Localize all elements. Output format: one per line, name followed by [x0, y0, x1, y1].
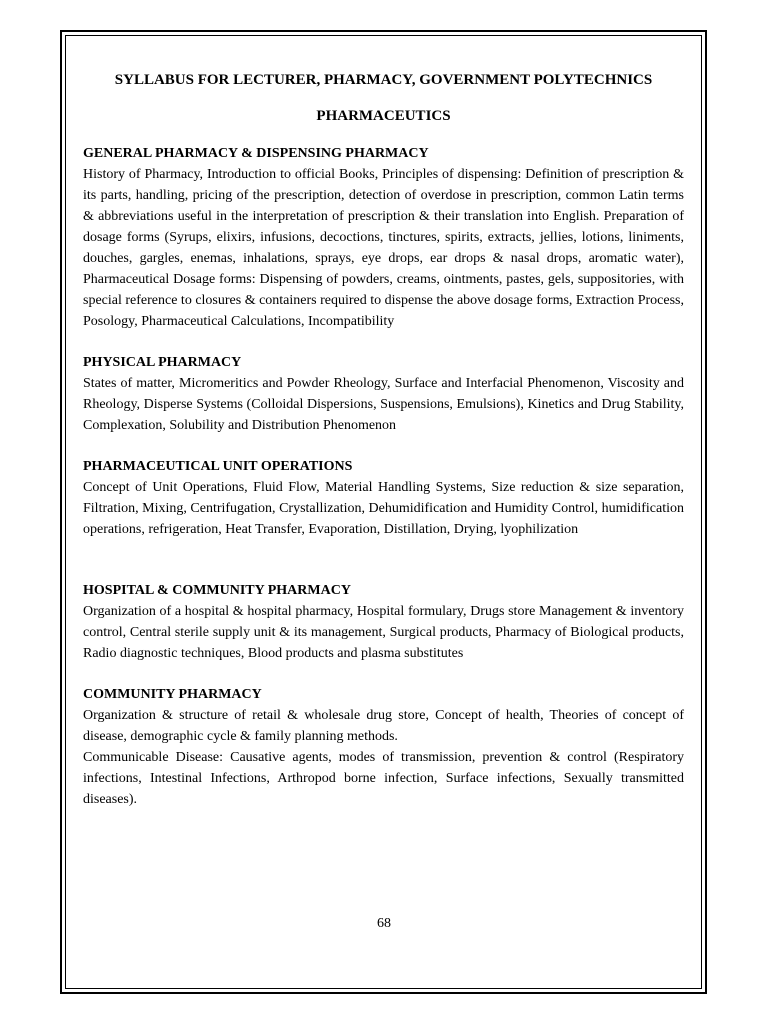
document-title: SYLLABUS FOR LECTURER, PHARMACY, GOVERNMENT POLYTECHNICS — [114, 72, 653, 88]
section-paragraph: History of Pharmacy, Introduction to official Books, Principles of dispensing: Definition of prescription & its parts, handling, pricing of the prescription, detection of overdose in prescription, common Latin terms & abbreviations useful in the interpretation of prescription & their translation into English. Preparation of dosage forms (Syrups, elixirs, infusions, decoctions, tinctures, spirits, extracts, jellies, lotions, liniments, douches, gargles, enemas, inhalations, sprays, eye drops, ear drops & nasal drops, aromatic water), Pharmaceutical Dosage forms: Dispensing of powders, creams, ointments, pastes, gels, suppositories, with special reference to closures & containers required to dispense the above dosage forms, Extraction Process, Posology, Pharmaceutical Calculations, Incompatibility — [83, 167, 685, 329]
section-hospital-community-pharmacy — [83, 580, 684, 664]
page-number: 68 — [377, 916, 391, 931]
section-paragraph: Organization & structure of retail & wholesale drug store, Concept of health, Theories of concept of disease, demographic cycle & family planning methods. — [83, 708, 684, 744]
section-general-pharmacy — [83, 143, 684, 332]
section-community-pharmacy — [83, 684, 684, 810]
section-paragraph: Organization of a hospital & hospital pharmacy, Hospital formulary, Drugs store Management & inventory control, Central sterile supply unit & its management, Surgical products, Pharmacy of Biological products, Radio diagnostic techniques, Blood products and plasma substitutes — [83, 604, 684, 661]
section-paragraph: Communicable Disease: Causative agents, modes of transmission, prevention & control (Respiratory infections, Intestinal Infections, Arthropod borne infection, Surface infections, Sexually transmitted diseases). — [83, 750, 684, 807]
section-unit-operations — [83, 456, 684, 540]
section-heading: HOSPITAL & COMMUNITY PHARMACY — [83, 583, 351, 598]
document-subtitle: PHARMACEUTICS — [316, 108, 451, 124]
section-heading: COMMUNITY PHARMACY — [83, 687, 262, 702]
section-physical-pharmacy — [83, 352, 684, 436]
section-heading: PHARMACEUTICAL UNIT OPERATIONS — [83, 459, 353, 474]
section-paragraph: Concept of Unit Operations, Fluid Flow, Material Handling Systems, Size reduction & size separation, Filtration, Mixing, Centrifugation, Crystallization, Dehumidification and Humidity Control, humidification operations, refrigeration, Heat Transfer, Evaporation, Distillation, Drying, lyophilization — [83, 480, 684, 537]
section-heading: PHYSICAL PHARMACY — [83, 355, 242, 370]
section-paragraph: States of matter, Micromeritics and Powder Rheology, Surface and Interfacial Phenomenon, Viscosity and Rheology, Disperse Systems (Colloidal Dispersions, Suspensions, Emulsions), Kinetics and Drug Stability, Complexation, Solubility and Distribution Phenomenon — [83, 376, 684, 433]
document-body — [83, 70, 684, 830]
section-heading: GENERAL PHARMACY & DISPENSING PHARMACY — [83, 146, 429, 161]
